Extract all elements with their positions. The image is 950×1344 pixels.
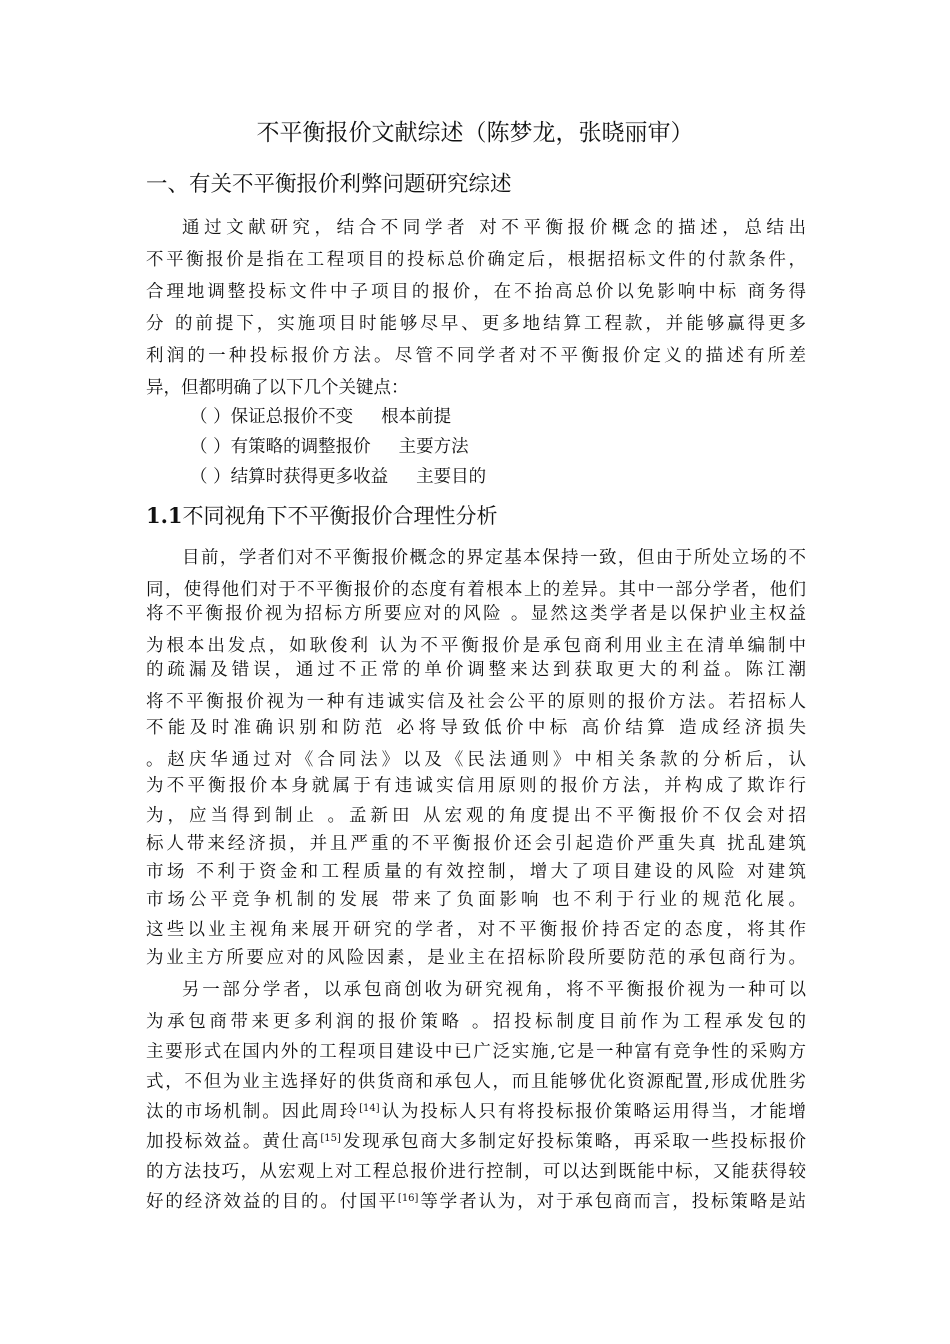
list-marker: （ ） <box>190 467 231 487</box>
paragraph-line: 市场 不利于资金和工程质量的有效控制，增大了项目建设的风险 对建筑 <box>146 862 806 882</box>
paragraph-line <box>146 1100 806 1124</box>
text-run: 发现承包商大多制定好投标策略，再采取一些投标报价 <box>340 1132 807 1152</box>
paragraph-line: 为业主方所要应对的风险因素，是业主在招标阶段所要防范的承包商行为。 <box>146 948 806 968</box>
paragraph-line: 不能及时准确识别和防范 必将导致低价中标 高价结算 造成经济损失 <box>146 718 806 738</box>
paragraph-line: 标人带来经济损，并且严重的不平衡报价还会引起造价严重失真 扰乱建筑 <box>146 834 806 854</box>
paragraph-line <box>146 1130 806 1154</box>
paragraph-line: 同，使得他们对于不平衡报价的态度有着根本上的差异。其中一部分学者，他们 <box>146 580 806 600</box>
document-title: 不平衡报价文献综述（陈梦龙，张晓丽审） <box>256 120 694 146</box>
text-run: 好的经济效益的目的。付国平 <box>146 1192 398 1212</box>
citation-ref: [14] <box>359 1103 380 1114</box>
paragraph-line: 通过文献研究，结合不同学者 对不平衡报价概念的描述，总结出 <box>182 218 806 238</box>
text-run: 汰的市场机制。因此周玲 <box>146 1102 360 1122</box>
section-heading-1: 一、有关不平衡报价利弊问题研究综述 <box>146 172 512 197</box>
list-item-note: 主要方法 <box>398 437 469 457</box>
section-heading-text: 不同视角下不平衡报价合理性分析 <box>182 504 498 528</box>
paragraph-line: 目前，学者们对不平衡报价概念的界定基本保持一致，但由于所处立场的不 <box>182 548 806 568</box>
text-run: 认为投标人只有将投标报价策略运用得当，才能增 <box>379 1102 806 1122</box>
paragraph-line: 主要形式在国内外的工程项目建设中已广泛实施,它是一种富有竞争性的采购方 <box>146 1042 806 1062</box>
list-item <box>190 405 451 429</box>
list-item-note: 主要目的 <box>416 467 487 487</box>
paragraph-line: 将不平衡报价视为一种有违诚实信及社会公平的原则的报价方法。若招标人 <box>146 692 806 712</box>
section-heading-1-1 <box>146 501 498 531</box>
paragraph-line <box>146 1190 806 1214</box>
paragraph-line: 为根本出发点，如耿俊利 认为不平衡报价是承包商利用业主在清单编制中 <box>146 636 806 656</box>
list-item <box>190 435 469 459</box>
list-item <box>190 465 486 489</box>
citation-ref: [15] <box>320 1133 341 1144</box>
list-marker: （ ） <box>190 407 231 427</box>
paragraph-line: 为不平衡报价本身就属于有违诚实信用原则的报价方法，并构成了欺诈行 <box>146 776 806 796</box>
paragraph-line: 式，不但为业主选择好的供货商和承包人，而且能够优化资源配置,形成优胜劣 <box>146 1072 806 1092</box>
paragraph-line: 将不平衡报价视为招标方所要应对的风险 。显然这类学者是以保护业主权益 <box>146 604 806 624</box>
list-item-text: 结算时获得更多收益 <box>230 467 389 487</box>
paragraph-line: 异，但都明确了以下几个关键点： <box>146 378 409 398</box>
list-marker: （ ） <box>190 437 231 457</box>
list-item-note: 根本前提 <box>381 407 452 427</box>
paragraph-line: 为承包商带来更多利润的报价策略 。招投标制度目前作为工程承发包的 <box>146 1012 806 1032</box>
paragraph-line: 分 的前提下，实施项目时能够尽早、更多地结算工程款，并能够赢得更多 <box>146 314 806 334</box>
paragraph-line: 为，应当得到制止 。孟新田 从宏观的角度提出不平衡报价不仅会对招 <box>146 806 806 826</box>
citation-ref: [16] <box>397 1193 419 1204</box>
paragraph-line: 的方法技巧，从宏观上对工程总报价进行控制，可以达到既能中标，又能获得较 <box>146 1162 806 1182</box>
section-number: 1.1 <box>146 503 183 528</box>
list-item-text: 有策略的调整报价 <box>230 437 371 457</box>
paragraph-line: 这些以业主视角来展开研究的学者，对不平衡报价持否定的态度，将其作 <box>146 920 806 940</box>
paragraph-line: 市场公平竞争机制的发展 带来了负面影响 也不利于行业的规范化展。 <box>146 890 806 910</box>
text-run: 加投标效益。黄仕高 <box>146 1132 321 1152</box>
paragraph-line: 。赵庆华通过对《合同法》以及《民法通则》中相关条款的分析后，认 <box>146 750 806 770</box>
paragraph-line: 的疏漏及错误，通过不正常的单价调整来达到获取更大的利益。陈江潮 <box>146 660 806 680</box>
paragraph-line: 利润的一种投标报价方法。尽管不同学者对不平衡报价定义的描述有所差 <box>146 346 806 366</box>
list-item-text: 保证总报价不变 <box>230 407 354 427</box>
paragraph-line: 另一部分学者，以承包商创收为研究视角，将不平衡报价视为一种可以 <box>182 980 806 1000</box>
paragraph-line: 不平衡报价是指在工程项目的投标总价确定后，根据招标文件的付款条件， <box>146 250 806 270</box>
paragraph-line: 合理地调整投标文件中子项目的报价，在不抬高总价以免影响中标 商务得 <box>146 282 806 302</box>
text-run: 等学者认为，对于承包商而言，投标策略是站 <box>418 1192 807 1212</box>
